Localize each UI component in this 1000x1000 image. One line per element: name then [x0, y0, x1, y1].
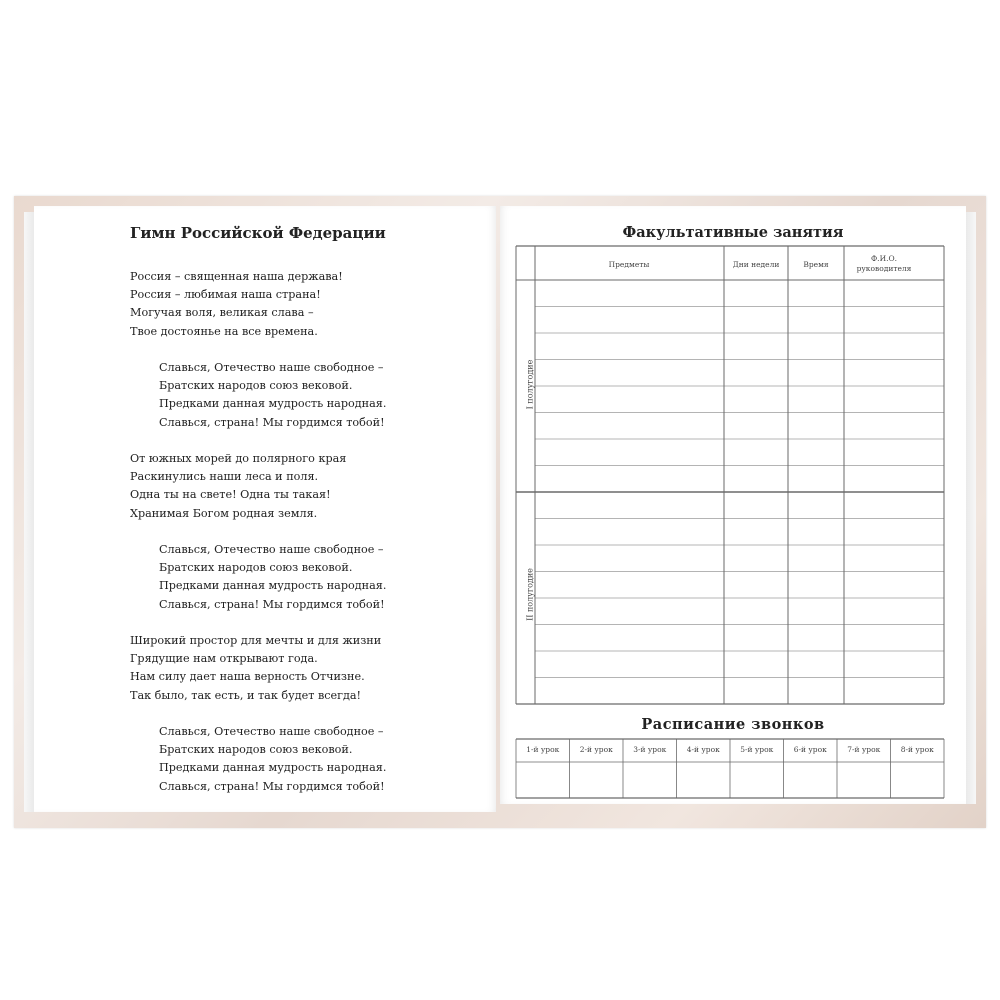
anthem-line: Твое достоянье на все времена. — [130, 324, 318, 338]
anthem-line: Россия – священная наша держава! — [130, 270, 343, 283]
anthem-line: Одна ты на свете! Одна ты такая! — [130, 488, 331, 502]
anthem-line: Братских народов союз вековой. — [159, 743, 353, 757]
bell-lesson-header: 3-й урок — [633, 745, 667, 754]
half-year-label-2: II полугодие — [525, 568, 535, 621]
anthem-line: Братских народов союз вековой. — [159, 561, 353, 575]
anthem-line: Братских народов союз вековой. — [159, 379, 353, 393]
bell-lesson-header: 7-й урок — [847, 745, 881, 754]
anthem-line: Широкий простор для мечты и для жизни — [130, 634, 382, 647]
anthem-line: Славься, страна! Мы гордимся тобой! — [159, 415, 385, 429]
anthem-line: Предками данная мудрость народная. — [159, 761, 387, 775]
bell-lesson-header: 1-й урок — [526, 745, 560, 754]
anthem-line: Славься, Отечество наше свободное – — [159, 361, 384, 374]
bell-lesson-header: 4-й урок — [686, 745, 720, 754]
electives-title: Факультативные занятия — [622, 224, 844, 241]
anthem-line: Хранимая Богом родная земля. — [130, 506, 318, 520]
anthem-line: Грядущие нам открывают года. — [130, 652, 318, 666]
bell-lesson-header: 6-й урок — [793, 745, 827, 754]
anthem-line: От южных морей до полярного края — [130, 452, 347, 465]
bell-lesson-header: 8-й урок — [900, 745, 934, 754]
anthem-line: Предками данная мудрость народная. — [159, 579, 387, 593]
anthem-line: Славься, Отечество наше свободное – — [159, 725, 384, 738]
bell-schedule-title: Расписание звонков — [641, 716, 825, 733]
anthem-line: Славься, Отечество наше свободное – — [159, 543, 384, 556]
bell-lesson-header: 5-й урок — [740, 745, 774, 754]
anthem-line: Так было, так есть, и так будет всегда! — [130, 688, 362, 702]
anthem-line: Нам силу дает наша верность Отчизне. — [130, 670, 365, 684]
half-year-label-1: I полугодие — [525, 359, 535, 410]
anthem-line: Могучая воля, великая слава – — [130, 306, 314, 320]
header-time: Время — [803, 260, 829, 269]
anthem-line: Россия – любимая наша страна! — [130, 288, 321, 302]
anthem-line: Раскинулись наши леса и поля. — [130, 470, 319, 484]
header-teacher: Ф.И.О. руководителя — [856, 254, 912, 273]
bell-lesson-header: 2-й урок — [579, 745, 613, 754]
anthem-line: Предками данная мудрость народная. — [159, 397, 387, 411]
anthem-line: Славься, страна! Мы гордимся тобой! — [159, 779, 385, 793]
header-subjects: Предметы — [608, 260, 650, 269]
anthem-line: Славься, страна! Мы гордимся тобой! — [159, 597, 385, 611]
anthem-title: Гимн Российской Федерации — [130, 224, 386, 242]
header-weekdays: Дни недели — [732, 260, 780, 269]
